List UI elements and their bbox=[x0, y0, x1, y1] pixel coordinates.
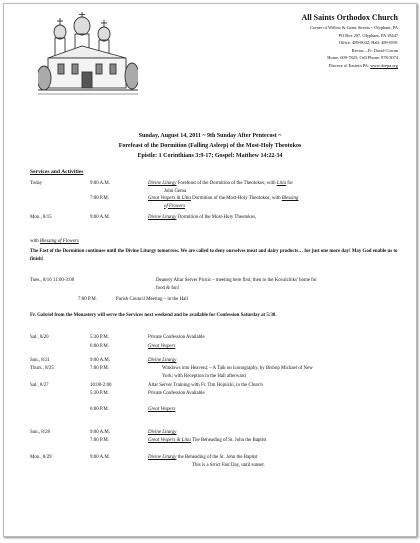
service-desc: Dormition of the Most-Holy Theotokos, bbox=[176, 215, 257, 220]
diocese-line bbox=[301, 62, 398, 70]
mon2-desc-1 bbox=[148, 454, 258, 461]
document-page bbox=[3, 3, 417, 537]
sun2-time-1: 9:00 A.M. bbox=[90, 430, 110, 435]
thu-desc-1: Windows into Heaven‡ – A Talk on Iconography, by Bishop Michael of New bbox=[162, 366, 313, 371]
thu-time: 7:00 P.M. bbox=[90, 366, 109, 371]
sat2-desc-1: Altar Server Training with Fr. Tim Hojnicki, in the Church bbox=[148, 383, 263, 388]
today-service-1-cont: John Gema bbox=[164, 188, 187, 194]
today-service-1 bbox=[148, 180, 293, 187]
sun2-time-2: 7:00 P.M. bbox=[90, 438, 109, 443]
blessing-of-flowers: Blessing of Flowers bbox=[39, 239, 79, 244]
service-desc: Forefeast of the Dormition of the Theotokos; with bbox=[176, 181, 277, 186]
mon2-time: 9:00 A.M. bbox=[90, 455, 110, 460]
sat1-desc-1: Private Confession Available bbox=[148, 335, 205, 340]
title-date-line: Sunday, August 14, 2011 ~ 9th Sunday After Pentecost ~ bbox=[138, 133, 282, 139]
sun-desc bbox=[148, 357, 176, 364]
today-time-2: 7:00 P.M. bbox=[90, 196, 109, 201]
title-block bbox=[4, 131, 416, 161]
sun2-date: Sun., 8/28 bbox=[30, 430, 50, 435]
church-building-icon bbox=[38, 12, 138, 100]
service-name: Great Vespers & Litia bbox=[148, 196, 191, 201]
title-feast-line: Forefeast of the Dormition (Falling Asleep) of the Most-Holy Theotokos bbox=[118, 143, 302, 149]
church-header bbox=[301, 12, 398, 70]
address-line: Corner of Willow & Grant Streets ~ Olyphant, PA bbox=[310, 25, 398, 30]
today-service-2-cont bbox=[164, 203, 185, 210]
service-desc: Dormition of the Most-Holy Theotokos, with bbox=[190, 196, 282, 201]
divine-liturgy: Divine Liturgy bbox=[148, 358, 177, 363]
flowers-text: of Flowers bbox=[164, 203, 186, 209]
tue-desc-2: food & fun! bbox=[156, 285, 180, 291]
with-prefix: with bbox=[30, 239, 40, 244]
tue-time-2: 7:00 P.M. bbox=[78, 297, 97, 302]
with-blessing-line bbox=[30, 238, 79, 245]
litia-link: Litia bbox=[276, 181, 287, 186]
thu-date: Thurs., 8/25 bbox=[30, 366, 54, 371]
beheading-text: the Beheading of the St. John the Baptist bbox=[176, 455, 258, 460]
title-readings-line: Epistle: 1 Corinthians 3:9-17; Gospel: Matthew 14:22-34 bbox=[137, 153, 283, 159]
po-box-line: PO Box 207, Olyphant, PA 18447 bbox=[338, 32, 398, 38]
sat2-time-2: 5:30 P.M. bbox=[90, 391, 109, 396]
service-name: Divine Liturgy bbox=[148, 181, 177, 186]
home-cell-phone-line: Home: 609-7825; Cell Phone: 878-5074 bbox=[327, 55, 398, 61]
sat2-desc-3 bbox=[148, 406, 175, 413]
sun2-desc-1 bbox=[148, 429, 176, 436]
mon-service bbox=[148, 214, 256, 221]
tue-desc-1: Deanery Altar Server Picnic – meeting here first, then to the Kovalchiks' home for bbox=[156, 278, 317, 283]
diocese-label: Diocese of Eastern PA: bbox=[328, 62, 371, 68]
tue-desc-3: Parish Council Meeting – in the Hall bbox=[116, 297, 188, 302]
sat1-date: Sat., 8/20 bbox=[30, 335, 49, 340]
today-service-2 bbox=[148, 195, 298, 202]
divine-liturgy: Divine Liturgy bbox=[148, 455, 177, 460]
service-desc-end: for bbox=[286, 181, 293, 186]
sat1-time-1: 5:30 P.M. bbox=[90, 335, 109, 340]
office-phone-line: Office: 489-0042; Hall: 489-8591 bbox=[338, 40, 398, 46]
diocese-link[interactable]: www.doepa.org bbox=[370, 62, 398, 68]
blessing-text: Blessing bbox=[281, 196, 299, 201]
mon-time: 9:00 A.M. bbox=[90, 215, 110, 220]
mon2-desc-2: This is a Strict Fast Day, until sunset. bbox=[192, 463, 265, 468]
sat1-time-2: 6:00 P.M. bbox=[90, 344, 109, 349]
sat2-time-1: 10:00-2:00 bbox=[90, 383, 112, 388]
sun-date: Sun., 8/21 bbox=[30, 358, 50, 363]
divine-liturgy: Divine Liturgy bbox=[148, 430, 177, 435]
sat1-desc-2 bbox=[148, 343, 175, 350]
great-vespers-litia: Great Vespers & Litia bbox=[148, 438, 191, 443]
section-heading: Services and Activities bbox=[30, 169, 84, 175]
sun2-desc-2 bbox=[148, 437, 266, 444]
church-name: All Saints Orthodox Church bbox=[301, 13, 398, 22]
mon-date: Mon., 8/15 bbox=[30, 215, 52, 220]
tue-date: Tues., 8/16 11:00-3:00 bbox=[30, 278, 75, 283]
fast-notice: The Fast of the Dormition continues until the Divine Liturgy tomorrow. We are called to deny ourselves meat and dairy products… for just one more day! May God enable us to finish! bbox=[30, 249, 398, 262]
sat2-desc-2: Private Confession Available bbox=[148, 391, 205, 396]
gabriel-notice: Fr. Gabriel from the Monastery will serve the Services next weekend and be available for Confession Saturday at 5:30. bbox=[30, 313, 277, 318]
service-name: Divine Liturgy bbox=[148, 215, 177, 220]
sat2-date: Sat., 8/27 bbox=[30, 383, 49, 388]
today-time-1: 9:00 A.M. bbox=[90, 181, 110, 186]
great-vespers: Great Vespers bbox=[148, 407, 176, 412]
sat2-time-3: 6:00 P.M. bbox=[90, 407, 109, 412]
today-date: Today bbox=[30, 181, 43, 186]
beheading-text: The Beheading of St. John the Baptist bbox=[190, 438, 267, 443]
mon2-date: Mon., 8/29 bbox=[30, 455, 52, 460]
rector-line: Rector—Fr. David Cowan bbox=[351, 47, 398, 53]
thu-desc-2: York; with Reception in the Hall afterward bbox=[162, 373, 246, 379]
sun-time: 9:00 A.M. bbox=[90, 358, 110, 363]
great-vespers: Great Vespers bbox=[148, 344, 176, 349]
